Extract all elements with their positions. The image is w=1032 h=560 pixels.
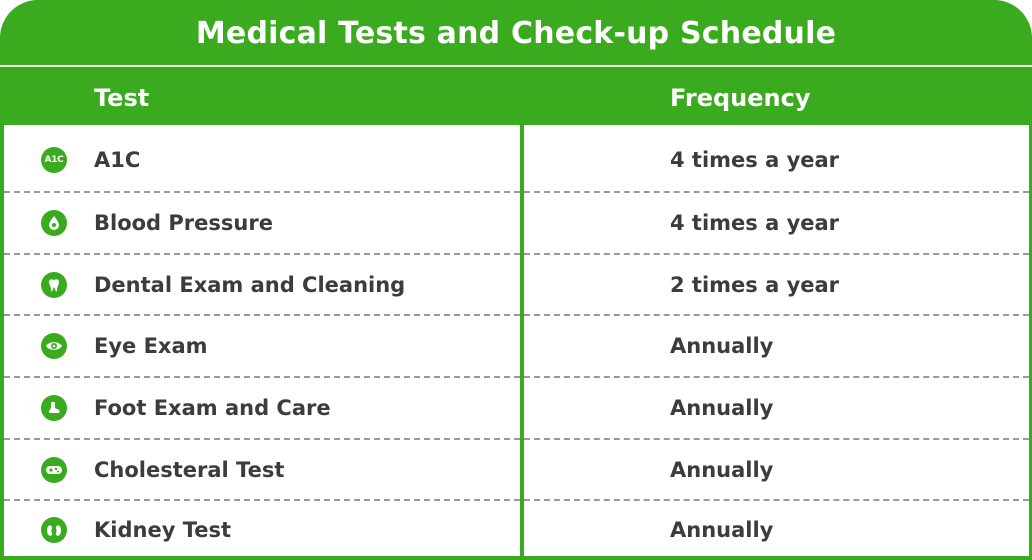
test-column <box>4 125 520 556</box>
column-header-frequency: Frequency <box>670 84 811 112</box>
tooth-icon <box>41 272 67 298</box>
table-row <box>4 501 520 559</box>
test-name: Foot Exam and Care <box>94 396 331 420</box>
test-frequency: 4 times a year <box>670 148 840 172</box>
table-row <box>524 193 1029 253</box>
blood-drop-icon <box>41 210 67 236</box>
test-name: Dental Exam and Cleaning <box>94 273 406 297</box>
table-row <box>4 378 520 438</box>
table-row <box>524 131 1029 189</box>
eye-icon <box>41 333 67 359</box>
kidney-icon <box>41 517 67 543</box>
table-row <box>4 131 520 189</box>
test-name: Kidney Test <box>94 518 232 542</box>
table-row <box>4 255 520 315</box>
table-row <box>4 440 520 500</box>
table-row <box>4 193 520 253</box>
table-row <box>524 378 1029 438</box>
test-frequency: 2 times a year <box>670 273 840 297</box>
test-frequency: Annually <box>670 334 774 358</box>
test-name: Blood Pressure <box>94 211 273 235</box>
test-name: Cholesteral Test <box>94 458 285 482</box>
table-row <box>4 316 520 376</box>
test-name: Eye Exam <box>94 334 208 358</box>
frequency-column <box>524 125 1029 556</box>
page-title: Medical Tests and Check-up Schedule <box>195 15 837 51</box>
test-name: A1C <box>94 148 141 172</box>
a1c-badge-icon: A1C <box>41 147 67 173</box>
test-frequency: Annually <box>670 458 774 482</box>
test-frequency: Annually <box>670 518 774 542</box>
table-row <box>524 255 1029 315</box>
test-frequency: 4 times a year <box>670 211 840 235</box>
table-header <box>0 67 1032 125</box>
foot-icon <box>41 395 67 421</box>
table-row <box>524 501 1029 559</box>
cholesterol-icon <box>41 457 67 483</box>
test-frequency: Annually <box>670 396 774 420</box>
column-header-test: Test <box>94 84 150 112</box>
table-row <box>524 316 1029 376</box>
table-row <box>524 440 1029 500</box>
